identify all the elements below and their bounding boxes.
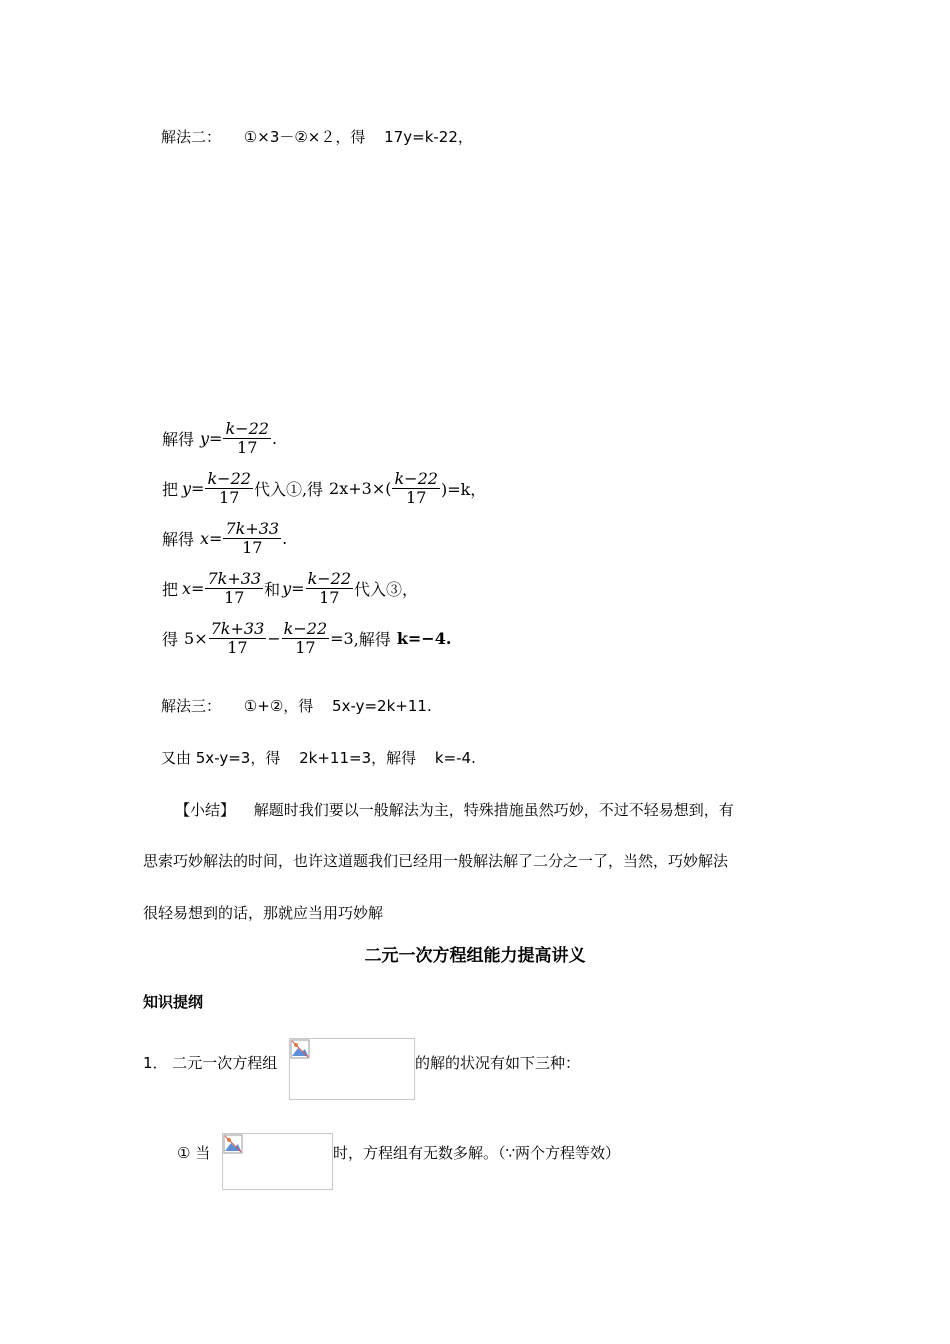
- method3-step: ①+②，得: [243, 697, 314, 715]
- summary-line-2: 思索巧妙解法的时间，也许这道题我们已经用一般解法解了二分之一了，当然，巧妙解法: [143, 852, 729, 870]
- fraction-denominator: 17: [237, 438, 258, 457]
- substitute-text: 代入③，: [354, 580, 419, 599]
- and-text: 和: [264, 580, 281, 599]
- fraction-numerator: k−22: [307, 569, 352, 588]
- method3b-text3: k=-4.: [434, 749, 476, 767]
- period: .: [282, 529, 288, 548]
- fraction-denominator: 17: [406, 488, 427, 507]
- summary-text-1: 解题时我们要以一般解法为主，特殊措施虽然巧妙，不过不轻易想到，有: [253, 801, 734, 819]
- minus-sign: −: [267, 629, 281, 648]
- broken-image-icon: [223, 1134, 243, 1154]
- section-subtitle: 知识提纲: [143, 993, 204, 1011]
- fraction-7k-plus-33: [209, 620, 267, 657]
- method3b-line: [161, 747, 476, 769]
- fraction-numerator: 7k+33: [207, 569, 262, 588]
- var-y: y=: [182, 479, 205, 498]
- fraction-numerator: 7k+33: [225, 519, 280, 538]
- expr-tail: )=k，: [440, 480, 487, 499]
- fraction-denominator: 17: [319, 588, 340, 607]
- fraction-denominator: 17: [224, 588, 245, 607]
- method2-label: 解法二：: [161, 128, 222, 146]
- var-x: x=: [200, 529, 223, 548]
- method3-label: 解法三：: [161, 697, 222, 715]
- math-line-1: [162, 420, 277, 457]
- method2-line: [161, 126, 473, 148]
- five-times: 5×: [184, 629, 208, 648]
- equals-three: =3: [330, 629, 354, 648]
- k-result: k=−4.: [396, 629, 452, 648]
- fraction-numerator: k−22: [225, 419, 269, 438]
- method2-step: ①×3－②×２，得: [243, 128, 366, 146]
- method3b-text2: 2k+11=3，解得: [299, 749, 417, 767]
- fraction-numerator: k−22: [283, 619, 328, 638]
- fraction-k-minus-22: [392, 470, 439, 507]
- method2-result: 17y=k-22，: [384, 128, 473, 146]
- solve-label: 解得: [162, 430, 195, 449]
- expr-text: 2x+3×(: [329, 479, 392, 498]
- period: .: [271, 429, 278, 448]
- fraction-numerator: 7k+33: [210, 619, 265, 638]
- var-y: y=: [282, 579, 305, 598]
- item-1a-prefix: ① 当: [177, 1144, 211, 1162]
- summary-line-3: 很轻易想到的话，那就应当用巧妙解: [143, 904, 384, 922]
- math-line-3: [162, 520, 287, 557]
- fraction-numerator: k−22: [394, 469, 438, 488]
- summary-tag: 【小结】: [175, 801, 236, 819]
- item-1-suffix: 的解的状况有如下三种：: [415, 1054, 581, 1072]
- var-x: x=: [182, 579, 205, 598]
- fraction-denominator: 17: [295, 638, 316, 657]
- method3b-text1: 又由 5x-y=3，得: [161, 749, 281, 767]
- method3-line: [161, 695, 432, 717]
- item-1a-suffix: 时，方程组有无数多解。（∵两个方程等效）: [333, 1144, 621, 1162]
- ba-label: 把: [162, 480, 179, 499]
- var-y: y=: [200, 429, 223, 448]
- fraction-denominator: 17: [242, 538, 263, 557]
- de-text: ,得: [301, 480, 324, 499]
- fraction-7k-plus-33: [223, 520, 281, 557]
- math-line-4: [162, 570, 418, 607]
- item-1-prefix: 1． 二元一次方程组: [143, 1054, 278, 1072]
- fraction-k-minus-22: [223, 420, 270, 457]
- fraction-7k-plus-33: [205, 570, 263, 607]
- condition-image-placeholder: [222, 1133, 333, 1190]
- ba-label: 把: [162, 580, 179, 599]
- page-title: 二元一次方程组能力提高讲义: [364, 946, 586, 966]
- broken-image-icon: [290, 1039, 310, 1059]
- solve-tail: ,解得: [353, 630, 391, 649]
- fraction-denominator: 17: [219, 488, 240, 507]
- fraction-numerator: k−22: [207, 469, 251, 488]
- math-line-5: [162, 620, 451, 657]
- fraction-k-minus-22: [306, 570, 353, 607]
- fraction-k-minus-22: [205, 470, 252, 507]
- de-label: 得: [162, 630, 179, 649]
- solve-label: 解得: [162, 530, 195, 549]
- method3-result: 5x-y=2k+11.: [332, 697, 432, 715]
- substitute-text: 代入①: [253, 480, 302, 499]
- summary-line-1: [175, 799, 734, 821]
- math-line-2: [162, 470, 486, 507]
- fraction-denominator: 17: [227, 638, 248, 657]
- fraction-k-minus-22: [282, 620, 329, 657]
- equation-image-placeholder: [289, 1038, 415, 1100]
